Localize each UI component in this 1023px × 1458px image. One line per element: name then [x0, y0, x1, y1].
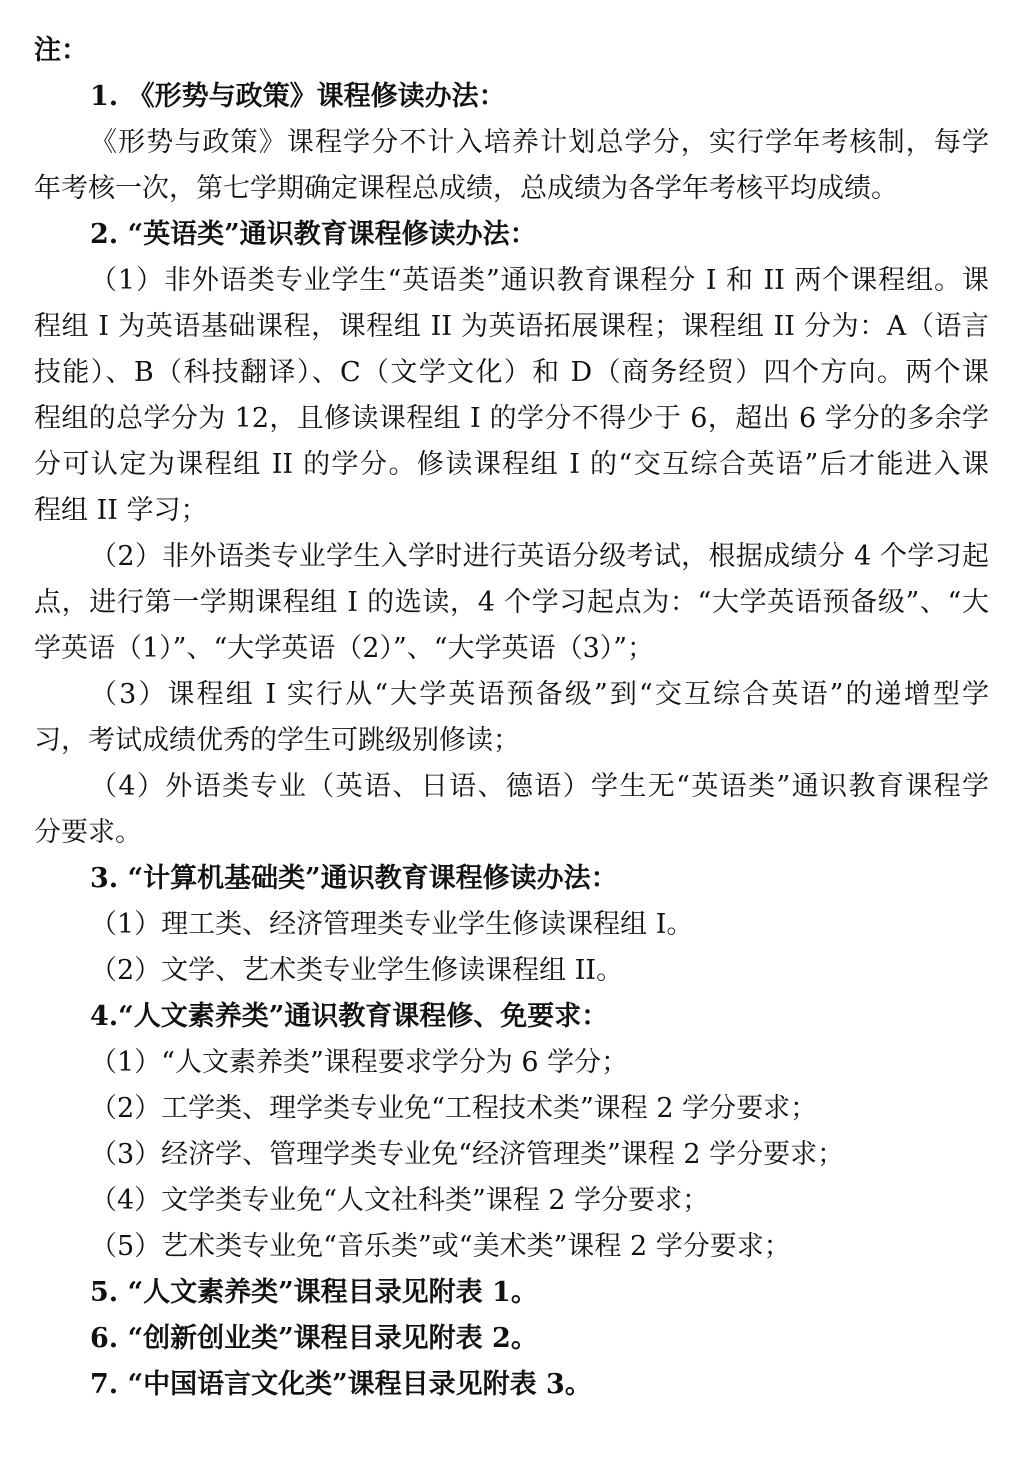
paragraph-line: （2）工学类、理学类专业免“工程技术类”课程 2 学分要求； [90, 1093, 818, 1124]
paragraph-line: （4）外语类专业（英语、日语、德语）学生无“英语类”通识教育课程学 [90, 771, 989, 802]
paragraph-line: （5）艺术类专业免“音乐类”或“美术类”课程 2 学分要求； [90, 1231, 791, 1262]
paragraph-line: （4）文学类专业免“人文社科类”课程 2 学分要求； [90, 1185, 710, 1216]
note-lines [34, 74, 989, 1408]
paragraph-line: 《形势与政策》课程学分不计入培养计划总学分，实行学年考核制，每学 [90, 127, 989, 158]
section-heading: 2. “英语类”通识教育课程修读办法： [90, 219, 537, 250]
paragraph-line: 程组的总学分为 12，且修读课程组 I 的学分不得少于 6，超出 6 学分的多余学 [34, 403, 989, 434]
paragraph-line: （1）理工类、经济管理类专业学生修读课程组 I。 [90, 909, 694, 940]
paragraph-line: （1）非外语类专业学生“英语类”通识教育课程分 I 和 II 两个课程组。课 [90, 265, 989, 296]
paragraph-line: 习，考试成绩优秀的学生可跳级别修读； [34, 725, 520, 756]
paragraph-line: （3）课程组 I 实行从“大学英语预备级”到“交互综合英语”的递增型学 [90, 679, 989, 710]
section-heading: 6. “创新创业类”课程目录见附表 2。 [90, 1323, 538, 1354]
document-body [34, 28, 989, 1408]
paragraph-line: 程组 I 为英语基础课程，课程组 II 为英语拓展课程；课程组 II 分为：A（语言 [34, 311, 989, 342]
paragraph-line: 分可认定为课程组 II 的学分。修读课程组 I 的“交互综合英语”后才能进入课 [34, 449, 989, 480]
paragraph-line: 技能）、B（科技翻译）、C（文学文化）和 D（商务经贸）四个方向。两个课 [34, 357, 989, 388]
section-heading: 1. 《形势与政策》课程修读办法： [90, 81, 506, 112]
paragraph-line: 程组 II 学习； [34, 495, 208, 526]
paragraph-line: 点，进行第一学期课程组 I 的选读，4 个学习起点为：“大学英语预备级”、“大 [34, 587, 989, 618]
paragraph-line: 学英语（1）”、“大学英语（2）”、“大学英语（3）”； [34, 633, 655, 664]
section-heading: 4.“人文素养类”通识教育课程修、免要求： [90, 1001, 609, 1032]
paragraph-line: （3）经济学、管理学类专业免“经济管理类”课程 2 学分要求； [90, 1139, 845, 1170]
note-label: 注： [34, 35, 88, 66]
section-heading: 5. “人文素养类”课程目录见附表 1。 [90, 1277, 538, 1308]
paragraph-line: 年考核一次，第七学期确定课程总成绩，总成绩为各学年考核平均成绩。 [34, 173, 898, 204]
section-heading: 7. “中国语言文化类”课程目录见附表 3。 [90, 1369, 592, 1400]
paragraph-line: （2）文学、艺术类专业学生修读课程组 II。 [90, 955, 624, 986]
paragraph-line: （2）非外语类专业学生入学时进行英语分级考试，根据成绩分 4 个学习起 [90, 541, 989, 572]
section-heading: 3. “计算机基础类”通识教育课程修读办法： [90, 863, 618, 894]
paragraph-line: 分要求。 [34, 817, 142, 848]
paragraph-line: （1）“人文素养类”课程要求学分为 6 学分； [90, 1047, 629, 1078]
